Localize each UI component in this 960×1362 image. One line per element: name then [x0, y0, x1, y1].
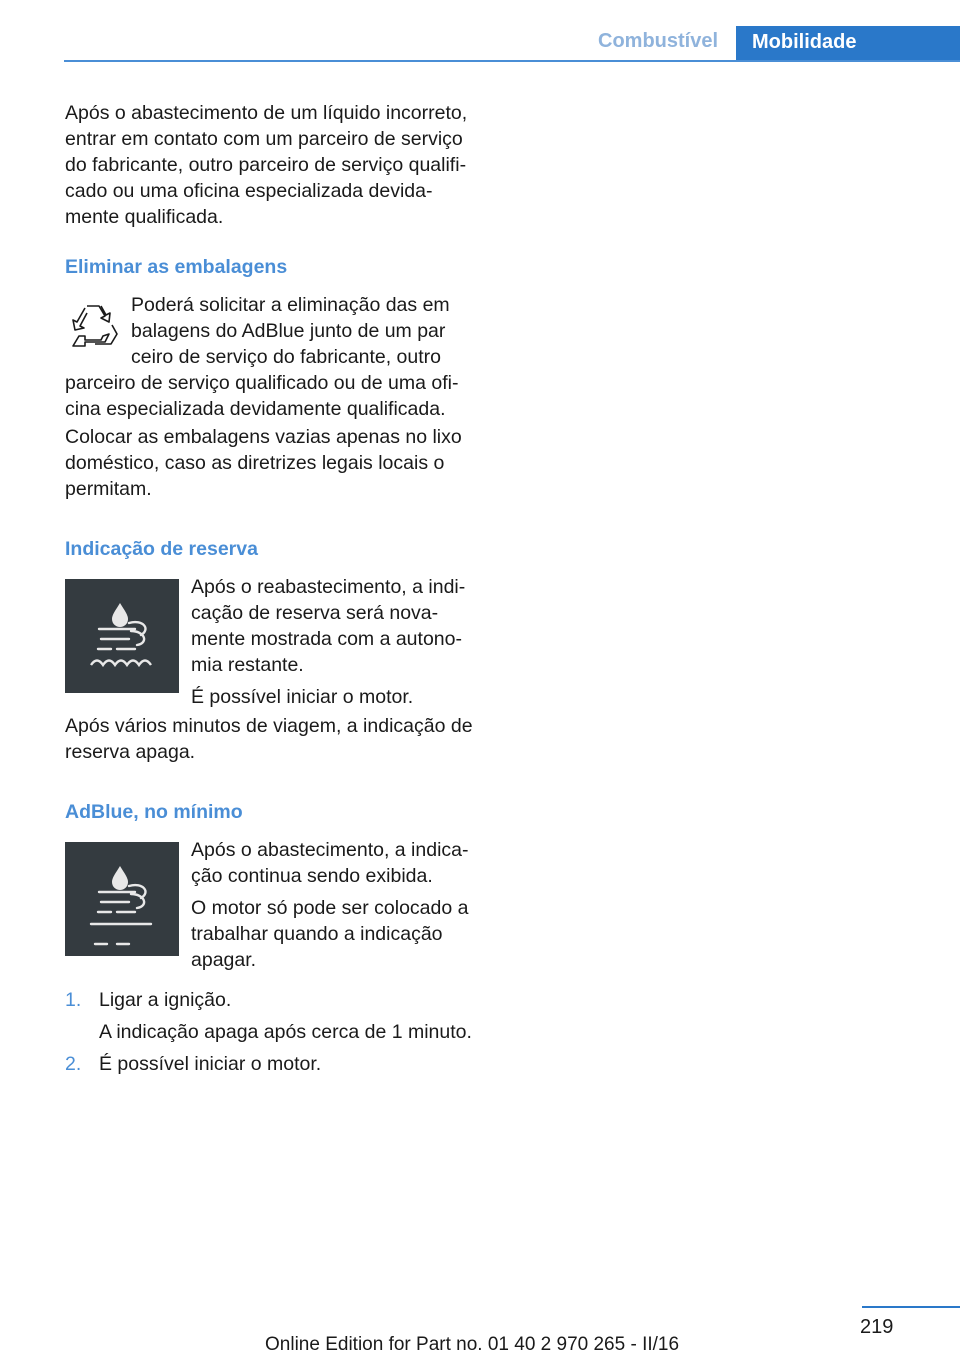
page-number: 219	[860, 1316, 894, 1338]
section2-para3-text: Após vários minutos de viagem, a indicação de reserva apaga.	[65, 715, 473, 763]
heading-indicacao-reserva: Indicação de reserva	[65, 538, 258, 560]
adblue-minimum-icon	[65, 842, 179, 956]
step-1-sub: A indicação apaga após cerca de 1 minuto.	[99, 1021, 472, 1043]
section2-para1: Após o reabastecimento, a indicação de reserva será novamente mostrada com a autonomia restante.	[191, 576, 466, 676]
step-number: 2.	[65, 1053, 82, 1075]
step-1-text: Ligar a ignição.	[99, 989, 232, 1011]
section1-line3: ceiro de serviço do fabricante, outro	[131, 346, 442, 368]
step-number: 1.	[65, 989, 82, 1011]
step-text	[99, 987, 489, 1045]
section1-line1: Poderá solicitar a eliminação das em	[131, 294, 450, 316]
section2-para2: É possível iniciar o motor.	[191, 686, 414, 708]
step-text: É possível iniciar o motor.	[99, 1053, 322, 1075]
section2-para3	[65, 713, 480, 765]
footer-rule	[862, 1306, 960, 1308]
adblue-reserve-icon	[65, 579, 179, 693]
section3-para1: Após o abastecimento, a indicação continua sendo exibida.	[191, 839, 469, 887]
header-tab-combustivel[interactable]: Combustível	[598, 30, 719, 52]
footer-edition: Online Edition for Part no. 01 40 2 970 265 - II/16	[265, 1334, 680, 1355]
section3-right-text	[191, 837, 481, 973]
intro-paragraph	[65, 100, 480, 230]
list-item	[65, 1051, 480, 1081]
intro-text: Após o abastecimento de um líquido incorreto, entrar em contato com um parceiro de serviço do fabricante, outro parceiro de serviço qualificado ou uma oficina especializada devidamente qualificada.	[65, 102, 468, 228]
list-item	[65, 987, 480, 1051]
heading-adblue-minimo: AdBlue, no mínimo	[65, 801, 243, 823]
section1-para2-text: Colocar as embalagens vazias apenas no lixo doméstico, caso as diretrizes legais locais o permitam.	[65, 426, 462, 500]
recycling-icon	[65, 300, 121, 350]
header-tab-mobilidade[interactable]: Mobilidade	[736, 26, 960, 60]
section2-right-text	[191, 574, 481, 710]
header-rule	[64, 60, 960, 62]
section1-line2: balagens do AdBlue junto de um par	[131, 320, 446, 342]
section1-para2	[65, 424, 480, 502]
section1-rest-text: parceiro de serviço qualificado ou de uma oficina especializada devidamente qualificada.	[65, 372, 459, 420]
section3-para2: O motor só pode ser colocado a trabalhar quando a indicação apagar.	[191, 897, 469, 971]
heading-eliminar-embalagens: Eliminar as embalagens	[65, 256, 288, 278]
section1-para1-top	[131, 292, 491, 370]
section1-para1-rest	[65, 370, 480, 422]
steps-list	[65, 987, 480, 1081]
